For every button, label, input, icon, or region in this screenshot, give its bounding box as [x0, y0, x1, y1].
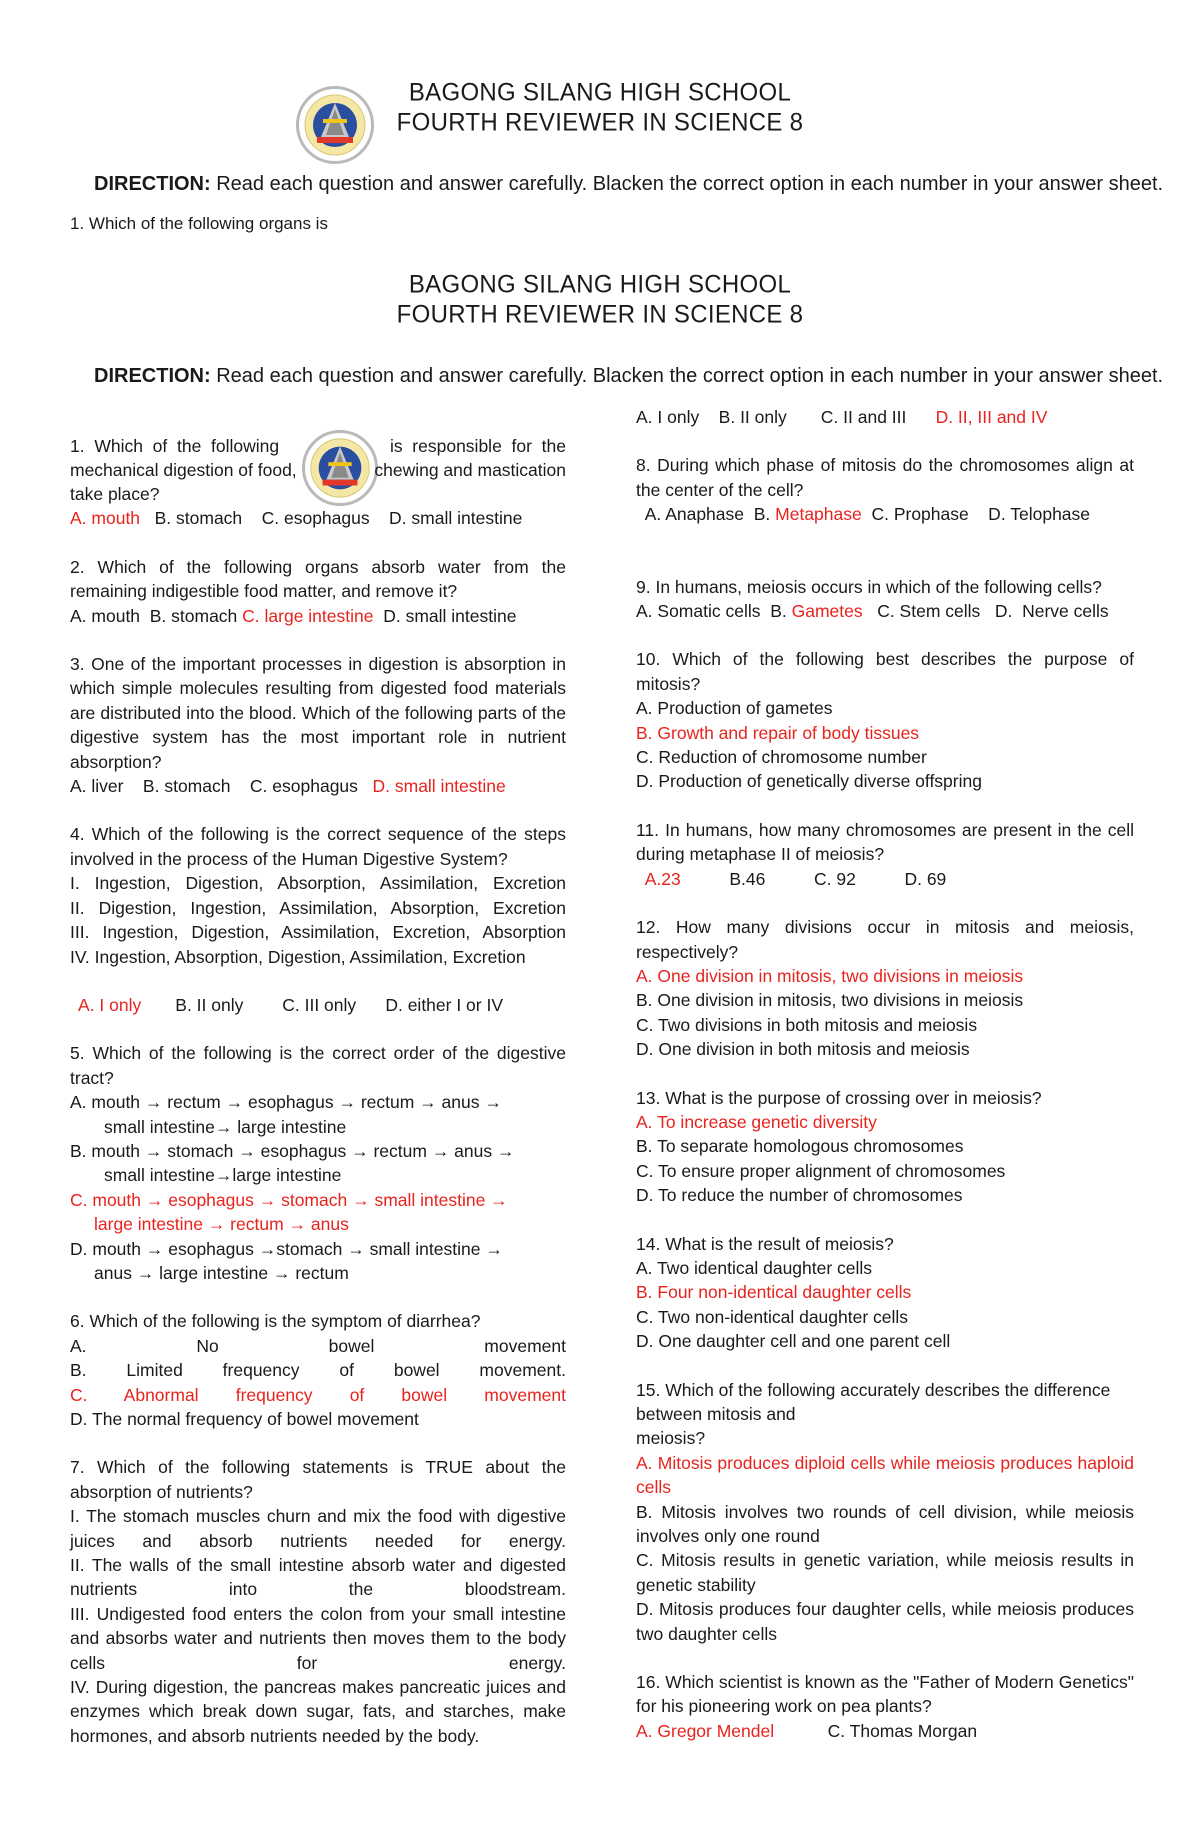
- direction-label: DIRECTION:: [94, 173, 211, 195]
- options: A.23 B.46 C. 92 D. 69: [636, 868, 947, 889]
- question-6: 6. Which of the following is the symptom of diarrhea? A. No bowel movement B. Limited frequency of bowel movement. C. Abnormal frequency of bowel movement D. The normal frequency of bowel movement: [70, 1311, 566, 1429]
- correct-answer: C. mouth → esophagus → stomach → small intestine →: [70, 1189, 508, 1210]
- question-13: 13. What is the purpose of crossing over in meiosis? A. To increase genetic diversity B. To separate homologous chromosomes C. To ensure proper alignment of chromosomes D. To reduce the number of chromosomes: [636, 1086, 1134, 1208]
- question-2: 2. Which of the following organs absorb water from the remaining indigestible food matter, and remove it? A. mouth B. stomach C. large intestine D. small intestine: [70, 555, 566, 628]
- left-column: [70, 434, 566, 1772]
- question-1: 1. Which of the following is responsible for the mechanical digestion of food, chewing and mastication take place? A. mouth B. stomach C. esophagus D. small intestine: [70, 434, 566, 531]
- direction-label: DIRECTION:: [94, 365, 211, 387]
- correct-answer: D. II, III and IV: [935, 407, 1048, 427]
- correct-answer: Metaphase: [775, 504, 862, 525]
- correct-answer: B. Growth and repair of body tissues: [636, 722, 920, 743]
- question-12: 12. How many divisions occur in mitosis and meiosis, respectively? A. One division in mitosis, two divisions in meiosis B. One division in mitosis, two divisions in meiosis C. Two divisions in both mitosis and meiosis D. One division in both mitosis and meiosis: [636, 917, 1134, 1060]
- document-header-repeat: [0, 270, 1200, 330]
- direction-text: DIRECTION: Read each question and answer carefully. Blacken the correct option in each number in your answer sheet.: [94, 365, 1164, 387]
- options: A. Somatic cells B. Gametes C. Stem cells D. Nerve cells: [636, 601, 1109, 622]
- correct-answer: Gametes: [791, 601, 863, 622]
- correct-answer: A. I only: [78, 994, 142, 1015]
- question-8: 8. During which phase of mitosis do the chromosomes align at the center of the cell? A. Anaphase B. Metaphase C. Prophase D. Telophase: [636, 453, 1134, 526]
- school-name: BAGONG SILANG HIGH SCHOOL: [408, 270, 792, 299]
- correct-answer: A.23: [636, 868, 681, 889]
- correct-answer: A. mouth: [70, 508, 141, 529]
- correct-answer: A. To increase genetic diversity: [636, 1111, 877, 1132]
- correct-answer: large intestine → rectum → anus: [94, 1214, 349, 1235]
- options: A. I only B. II only C. III only D. either I or IV: [78, 994, 504, 1015]
- document-title: FOURTH REVIEWER IN SCIENCE 8: [396, 108, 804, 137]
- options: A. Anaphase B. Metaphase C. Prophase D. Telophase: [636, 504, 1091, 525]
- question-5: 5. Which of the following is the correct order of the digestive tract? A. mouth → rectum → esophagus → rectum → anus → small intestine→ large intestine B. mouth → stomach → esophagus → rectum → anus → small intestine→large intestine C. mouth → esophagus → stomach → small intestine → large intestine → rectum → anus D. mouth → esophagus →stomach → small intestine → anus → large intestine → rectum: [70, 1043, 566, 1283]
- question-14: 14. What is the result of meiosis? A. Two identical daughter cells B. Four non-identical daughter cells C. Two non-identical daughter cells D. One daughter cell and one parent cell: [636, 1232, 1134, 1354]
- question-16: 16. Which scientist is known as the "Father of Modern Genetics" for his pioneering work on pea plants? A. Gregor Mendel C. Thomas Morgan: [636, 1670, 1134, 1743]
- correct-answer: C. large intestine: [242, 605, 374, 626]
- correct-answer: A. Gregor Mendel: [636, 1720, 775, 1741]
- question-9: 9. In humans, meiosis occurs in which of the following cells? A. Somatic cells B. Gametes C. Stem cells D. Nerve cells: [636, 575, 1134, 624]
- options: A. mouth B. stomach C. large intestine D. small intestine: [70, 605, 517, 626]
- question-10: 10. Which of the following best describes the purpose of mitosis? A. Production of gametes B. Growth and repair of body tissues C. Reduction of chromosome number D. Production of genetically diverse offspring: [636, 649, 1134, 792]
- question-3: 3. One of the important processes in digestion is absorption in which simple molecules resulting from digested food materials are distributed into the blood. Which of the following parts of the digestive system has the most important role in nutrient absorption? A. liver B. stomach C. esophagus D. small intestine: [70, 652, 566, 798]
- options: A. Gregor Mendel C. Thomas Morgan: [636, 1720, 978, 1741]
- school-name: BAGONG SILANG HIGH SCHOOL: [408, 78, 792, 107]
- correct-answer: A. One division in mitosis, two divisions in meiosis: [636, 965, 1024, 986]
- correct-answer: A. Mitosis produces diploid cells while meiosis produces haploid cells: [636, 1452, 1134, 1498]
- question-4: 4. Which of the following is the correct sequence of the steps involved in the process of the Human Digestive System? I. Ingestion, Digestion, Absorption, Assimilation, Excretion II. Digestion, Ingestion, Assimilation, Absorption, Excretion III. Ingestion, Digestion, Assimilation, Excretion, Absorption IV. Ingestion, Absorption, Digestion, Assimilation, Excretion A. I only B. II only C. III only D. either I or IV: [70, 822, 566, 1017]
- correct-answer: B. Four non-identical daughter cells: [636, 1282, 912, 1303]
- direction-text: DIRECTION: Read each question and answer carefully. Blacken the correct option in each number in your answer sheet.: [94, 173, 1164, 195]
- question-7: 7. Which of the following statements is TRUE about the absorption of nutrients? I. The stomach muscles churn and mix the food with digestive juices and absorb nutrients needed for energy. II. The walls of the small intestine absorb water and digested nutrients into the bloodstream. III. Undigested food enters the colon from your small intestine and absorbs water and nutrients then moves them to the body cells for energy. IV. During digestion, the pancreas makes pancreatic juices and enzymes which break down sugar, fats, and starches, make hormones, and absorb nutrients needed by the body.: [70, 1457, 566, 1746]
- question-11: 11. In humans, how many chromosomes are present in the cell during metaphase II of meiosis? A.23 B.46 C. 92 D. 69: [636, 818, 1134, 891]
- document-title: FOURTH REVIEWER IN SCIENCE 8: [396, 300, 804, 329]
- right-column: [636, 405, 1134, 1767]
- document-header: [0, 78, 1200, 138]
- question-15: 15. Which of the following accurately describes the difference between mitosis and meiosis? A. Mitosis produces diploid cells while meiosis produces haploid cells B. Mitosis involves two rounds of cell division, while meiosis involves only one round C. Mitosis results in genetic variation, while meiosis results in genetic stability D. Mitosis produces four daughter cells, while meiosis produces two daughter cells: [636, 1379, 1134, 1644]
- question-7-options: A. I only B. II only C. II and III D. II, III and IV: [636, 407, 1048, 427]
- correct-answer: D. small intestine: [372, 776, 506, 797]
- stray-question-line: 1. Which of the following organs is: [70, 214, 328, 233]
- correct-answer: C. Abnormal frequency of bowel movement: [70, 1384, 566, 1405]
- options: A. mouth B. stomach C. esophagus D. small intestine: [70, 508, 523, 529]
- options: A. liver B. stomach C. esophagus D. small intestine: [70, 776, 506, 797]
